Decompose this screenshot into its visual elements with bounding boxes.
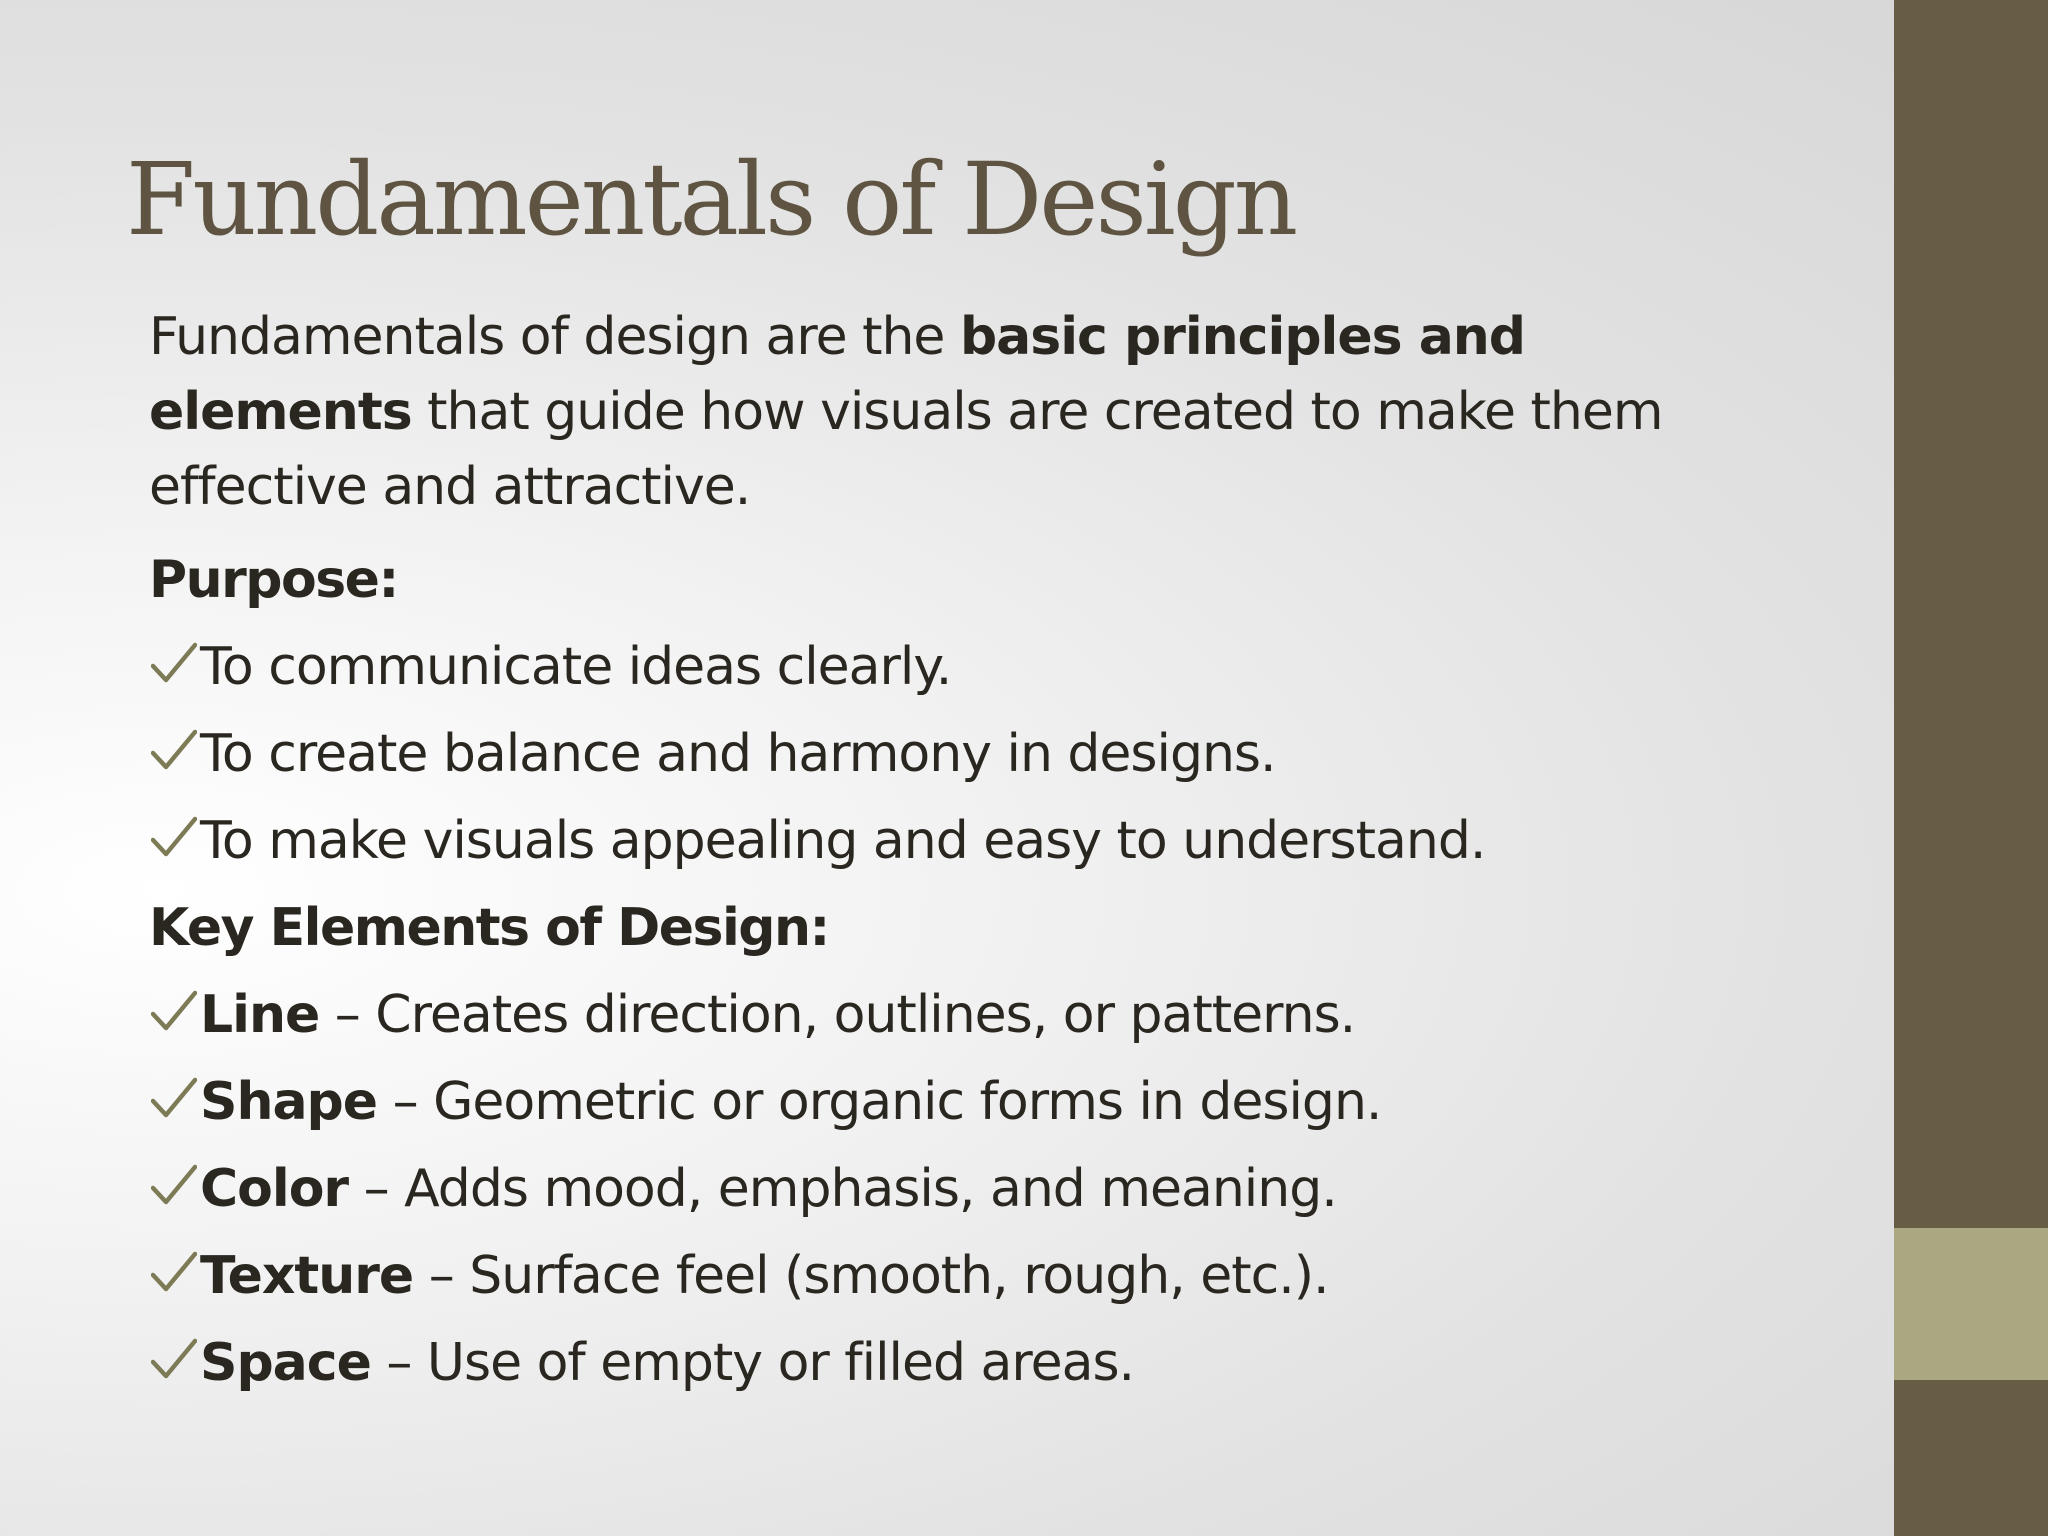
element-item: [149, 972, 1849, 1059]
element-term: Texture: [200, 1246, 414, 1306]
elements-heading: Key Elements of Design:: [149, 898, 829, 958]
element-description: – Creates direction, outlines, or patterns.: [319, 985, 1356, 1045]
intro-text-after: that guide how visuals are created to make them effective and attractive.: [149, 382, 1663, 517]
element-item: [149, 1320, 1849, 1407]
element-description: – Surface feel (smooth, rough, etc.).: [413, 1246, 1329, 1306]
checkmark-icon: [151, 624, 199, 684]
element-item: [149, 1146, 1849, 1233]
purpose-item: [149, 711, 1849, 798]
side-accent-block: [1894, 1228, 2048, 1380]
checkmark-icon: [151, 1233, 199, 1293]
slide-title: Fundamentals of Design: [126, 141, 1296, 258]
checkmark-icon: [151, 1320, 199, 1380]
slide-body: [149, 300, 1849, 1407]
element-term: Line: [200, 985, 320, 1045]
intro-text-before: Fundamentals of design are the: [149, 307, 960, 367]
element-item: [149, 1233, 1849, 1320]
element-term: Shape: [200, 1072, 378, 1132]
checkmark-icon: [151, 1146, 199, 1206]
checkmark-icon: [151, 1059, 199, 1119]
element-term: Space: [200, 1333, 371, 1393]
intro-paragraph: [149, 300, 1729, 525]
element-description: – Geometric or organic forms in design.: [377, 1072, 1382, 1132]
element-description: – Use of empty or filled areas.: [370, 1333, 1135, 1393]
purpose-item: [149, 798, 1849, 885]
checkmark-icon: [151, 798, 199, 858]
checkmark-icon: [151, 972, 199, 1032]
element-description: – Adds mood, emphasis, and meaning.: [348, 1159, 1337, 1219]
element-term: Color: [200, 1159, 349, 1219]
element-item: [149, 1059, 1849, 1146]
checkmark-icon: [151, 711, 199, 771]
purpose-item: [149, 624, 1849, 711]
purpose-item-text: To communicate ideas clearly.: [200, 637, 952, 697]
intro-text-bold: basic principles and elements: [149, 307, 1526, 442]
purpose-item-text: To create balance and harmony in designs.: [200, 724, 1276, 784]
purpose-heading: Purpose:: [149, 550, 398, 610]
purpose-item-text: To make visuals appealing and easy to understand.: [200, 811, 1486, 871]
